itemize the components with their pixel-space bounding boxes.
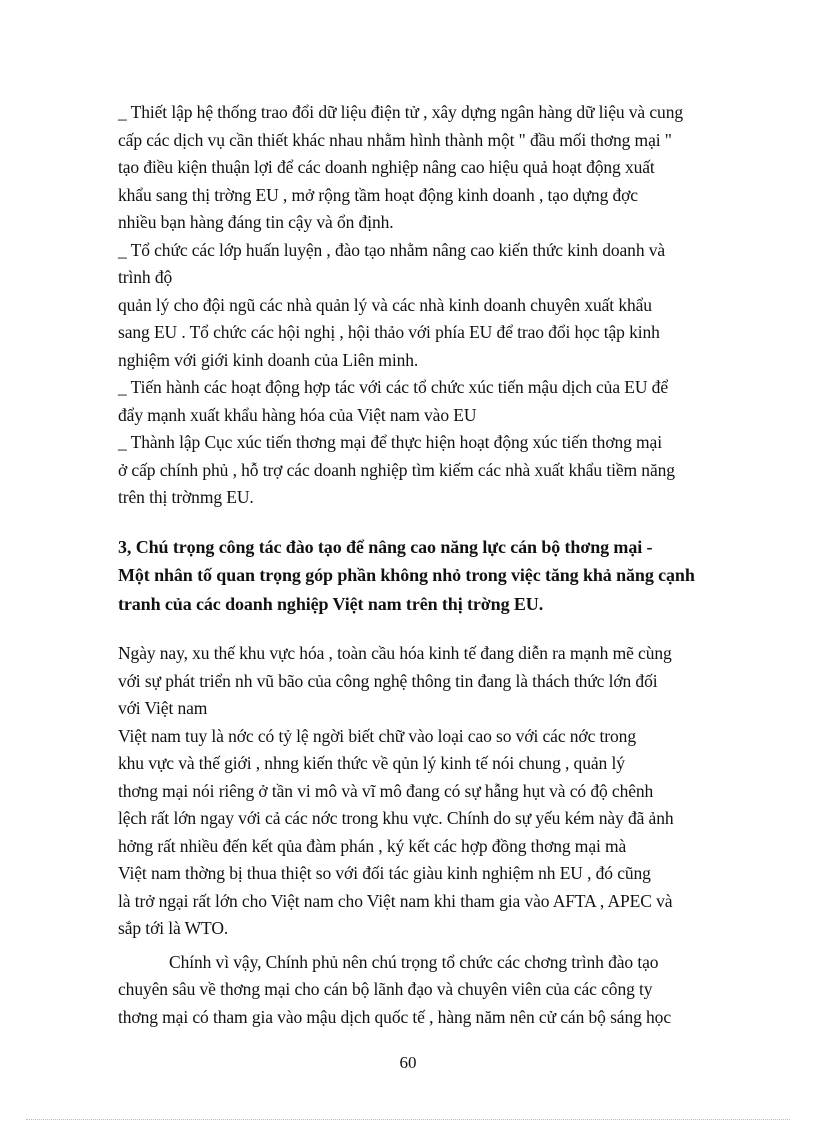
text-line: _ Thiết lập hệ thống trao đổi dữ liệu điện tử , xây dựng ngân hàng dữ liệu và cung — [118, 102, 683, 122]
text-line: đẩy mạnh xuất khẩu hàng hóa của Việt nam vào EU — [118, 404, 477, 425]
page-content — [118, 99, 738, 1031]
page-number: 60 — [399, 1053, 417, 1072]
text-line: với sự phát triển nh vũ bão của công nghệ thông tin đang là thách thức lớn đối — [118, 670, 658, 691]
text-line: _ Thành lập Cục xúc tiến thơng mại để thực hiện hoạt động xúc tiến thơng mại — [118, 432, 662, 452]
text-line: lệch rất lớn ngay với cả các nớc trong khu vực. Chính do sự yếu kém này đã ảnh — [118, 808, 674, 828]
text-line: nhiều bạn hàng đáng tin cậy và ổn định. — [118, 212, 394, 232]
paragraph-2 — [118, 949, 738, 1032]
paragraph-1 — [118, 640, 738, 943]
text-line: khẩu sang thị trờng EU , mở rộng tầm hoạt động kinh doanh , tạo dựng đợc — [118, 184, 638, 205]
text-line: Chính vì vậy, Chính phủ nên chú trọng tổ chức các chơng trình đào tạo — [169, 951, 659, 972]
text-line: cấp các dịch vụ cần thiết khác nhau nhằm hình thành một " đầu mối thơng mại " — [118, 129, 672, 150]
heading-line: 3, Chú trọng công tác đào tạo để nâng cao năng lực cán bộ thơng mại - — [118, 536, 653, 557]
spacer — [118, 512, 738, 533]
text-line: khu vực và thế giới , nhng kiến thức về qủn lý kinh tế nói chung , quản lý — [118, 753, 625, 773]
text-line: sang EU . Tổ chức các hội nghị , hội thảo với phía EU để trao đổi học tập kinh — [118, 322, 660, 342]
text-line: quản lý cho đội ngũ các nhà quản lý và các nhà kinh doanh chuyên xuất khẩu — [118, 294, 652, 315]
heading-line: Một nhân tố quan trọng góp phần không nhỏ trong việc tăng khả năng cạnh — [118, 565, 695, 585]
text-line: nghiệm với giới kinh doanh của Liên minh. — [118, 349, 419, 370]
text-line: Việt nam thờng bị thua thiệt so với đối tác giàu kinh nghiệm nh EU , đó cũng — [118, 863, 651, 883]
text-line: Việt nam tuy là nớc có tỷ lệ ngời biết chữ vào loại cao so với các nớc trong — [118, 725, 636, 746]
text-line: với Việt nam — [118, 698, 208, 718]
text-line: sắp tới là WTO. — [118, 918, 229, 938]
text-line: là trở ngại rất lớn cho Việt nam cho Việt nam khi tham gia vào AFTA , APEC và — [118, 890, 673, 911]
text-line: _ Tiến hành các hoạt động hợp tác với các tổ chức xúc tiến mậu dịch của EU để — [118, 377, 668, 397]
text-line: _ Tổ chức các lớp huấn luyện , đào tạo nhằm nâng cao kiến thức kinh doanh và — [118, 239, 666, 260]
spacer — [118, 618, 738, 640]
footer-divider — [26, 1119, 790, 1120]
bullet-list-block — [118, 99, 738, 512]
text-line: ở cấp chính phủ , hỗ trợ các doanh nghiệp tìm kiếm các nhà xuất khẩu tiềm năng — [118, 459, 675, 480]
text-line: trình độ — [118, 267, 173, 287]
text-line: tạo điều kiện thuận lợi để các doanh nghiệp nâng cao hiệu quả hoạt động xuất — [118, 157, 655, 177]
heading-line: tranh của các doanh nghiệp Việt nam trên thị trờng EU. — [118, 593, 544, 614]
section-heading — [118, 533, 738, 619]
text-line: hởng rất nhiều đến kết qủa đàm phán , ký kết các hợp đồng thơng mại mà — [118, 835, 627, 856]
text-line: trên thị trờnmg EU. — [118, 487, 254, 507]
text-line: chuyên sâu về thơng mại cho cán bộ lãnh đạo và chuyên viên của các công ty — [118, 979, 653, 999]
text-line: thơng mại nói riêng ở tần vi mô và vĩ mô đang có sự hẫng hụt và có độ chênh — [118, 780, 654, 801]
text-line: thơng mại có tham gia vào mậu dịch quốc tế , hàng năm nên cử cán bộ sáng học — [118, 1006, 671, 1027]
text-line: Ngày nay, xu thế khu vực hóa , toàn cầu hóa kinh tế đang diễn ra mạnh mẽ cùng — [118, 643, 672, 663]
